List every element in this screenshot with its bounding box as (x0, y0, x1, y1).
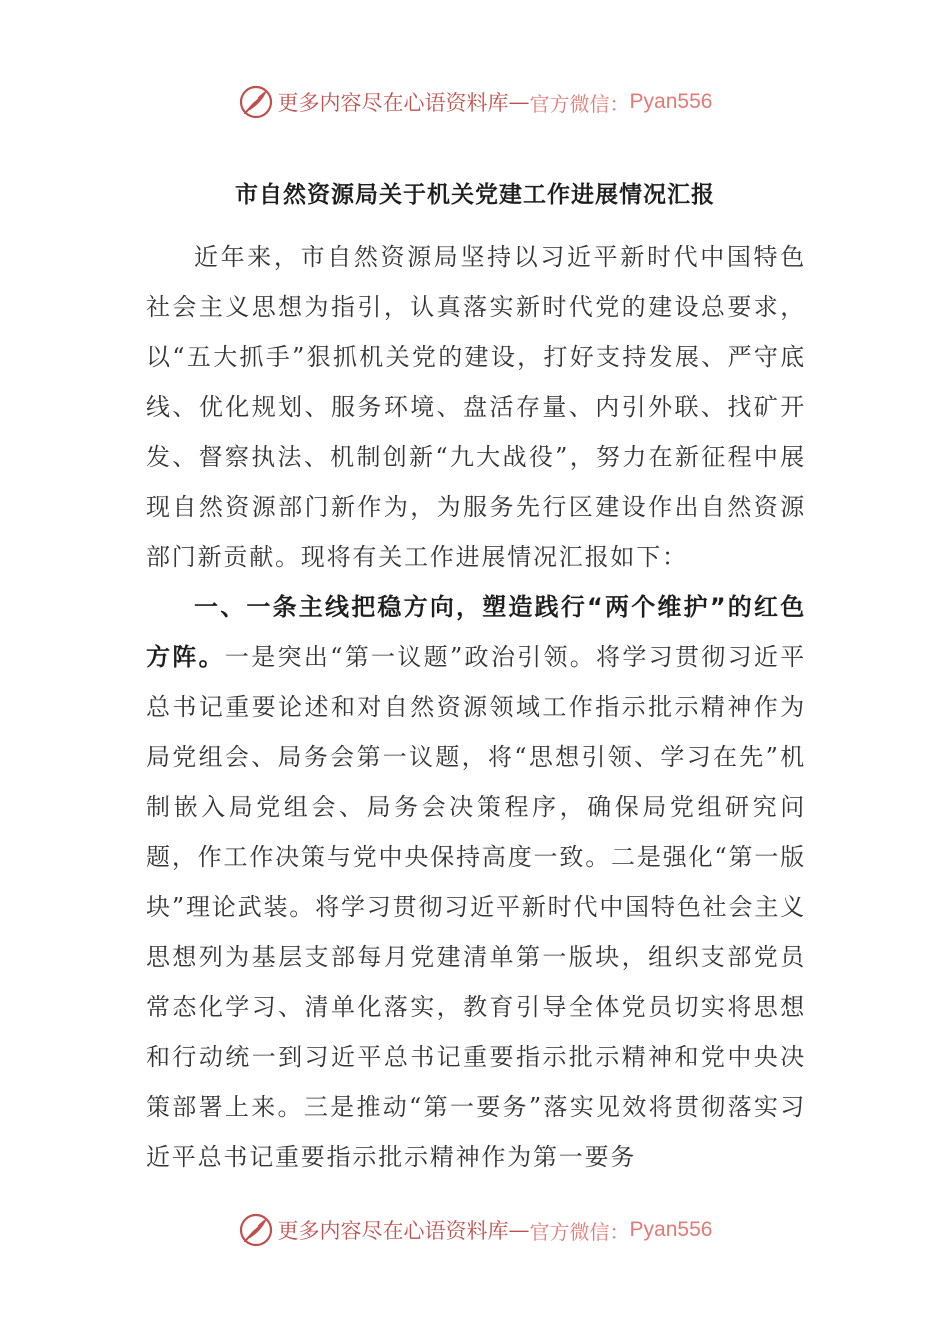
section-heading: 一、一条主线把稳方向，塑造践行“两个维护”的红色方阵。 (146, 593, 806, 671)
intro-paragraph (146, 232, 806, 582)
document-body (146, 232, 806, 1182)
feather-pen-logo-icon (238, 84, 274, 120)
document-title: 市自然资源局关于机关党建工作进展情况汇报 (235, 182, 715, 208)
watermark-banner-bottom (0, 1210, 950, 1250)
watermark-wechat-label: 官方微信： (529, 1219, 630, 1244)
watermark-dash: — (508, 1218, 530, 1242)
watermark-wechat-label: 官方微信： (529, 91, 630, 116)
section-one-paragraph (146, 582, 806, 1182)
watermark-wechat-id: Pyan556 (629, 1218, 713, 1241)
paragraph-text: 一是突出“第一议题”政治引领。将学习贯彻习近平总书记重要论述和对自然资源领域工作指示批示精神作为局党组会、局务会第一议题，将“思想引领、学习在先”机制嵌入局党组会、局务会决策程序，确保局党组研究问题，作工作决策与党中央保持高度一致。二是强化“第一版块”理论武装。将学习贯彻习近平新时代中国特色社会主义思想列为基层支部每月党建清单第一版块，组织支部党员常态化学习、清单化落实，教育引导全体党员切实将思想和行动统一到习近平总书记重要指示批示精神和党中央决策部署上来。三是推动“第一要务”落实见效将贯彻落实习近平总书记重要指示批示精神作为第一要务 (146, 643, 806, 1171)
watermark-banner-top (0, 82, 950, 122)
paragraph-text: 近年来，市自然资源局坚持以习近平新时代中国特色社会主义思想为指引，认真落实新时代党的建设总要求，以“五大抓手”狠抓机关党的建设，打好支持发展、严守底线、优化规划、服务环境、盘活存量、内引外联、找矿开发、督察执法、机制创新“九大战役”，努力在新征程中展现自然资源部门新作为，为服务先行区建设作出自然资源部门新贡献。现将有关工作进展情况汇报如下： (146, 243, 806, 571)
watermark-site-text: 更多内容尽在心语资料库 (277, 91, 509, 115)
watermark-site-text: 更多内容尽在心语资料库 (277, 1219, 509, 1243)
feather-pen-logo-icon (238, 1212, 274, 1248)
watermark-wechat-id: Pyan556 (629, 90, 713, 113)
watermark-dash: — (508, 90, 530, 114)
